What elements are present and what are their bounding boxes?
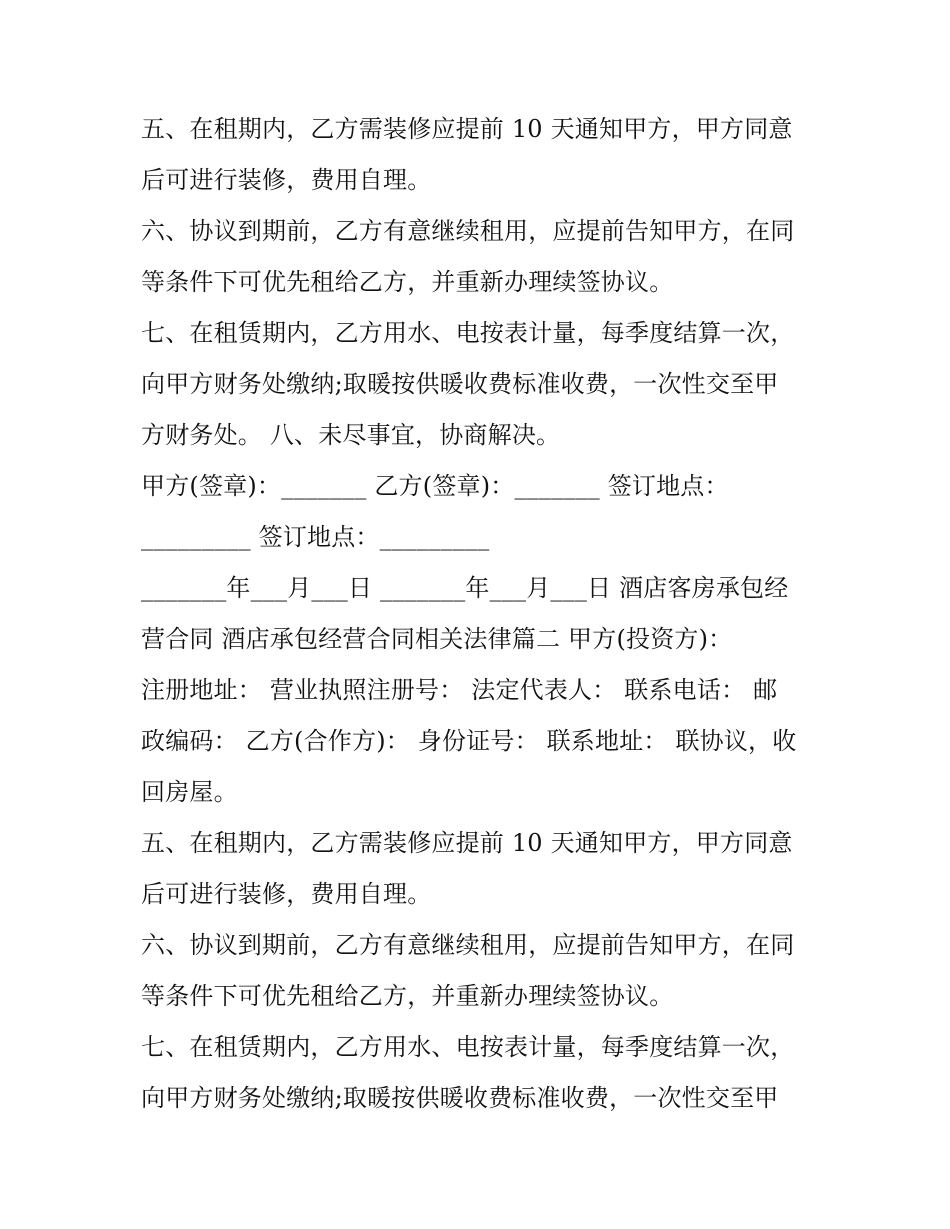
text-line: _________ 签订地点：_________ [141, 523, 490, 551]
text-line: 方财务处。 八、未尽事宜，协商解决。 [141, 421, 561, 449]
text-line: 政编码： 乙方(合作方)： 身份证号： 联系地址： 联协议，收 [141, 727, 797, 755]
text-line: _______年___月___日 _______年___月___日 酒店客房承包经 [141, 574, 789, 602]
text-line: 七、在租赁期内，乙方用水、电按表计量，每季度结算一次， [141, 319, 795, 347]
text-line: 后可进行装修，费用自理。 [141, 880, 432, 908]
text-line: 六、协议到期前，乙方有意继续租用，应提前告知甲方，在同 [141, 217, 795, 245]
text-line: 七、在租赁期内，乙方用水、电按表计量，每季度结算一次， [141, 1033, 795, 1061]
text-line: 甲方(签章)：_______ 乙方(签章)：_______ 签订地点： [141, 472, 729, 500]
text-line: 等条件下可优先租给乙方，并重新办理续签协议。 [141, 268, 674, 296]
text-line: 六、协议到期前，乙方有意继续租用，应提前告知甲方，在同 [141, 931, 795, 959]
document-body [141, 104, 821, 1124]
text-line: 回房屋。 [141, 778, 238, 806]
text-line: 等条件下可优先租给乙方，并重新办理续签协议。 [141, 982, 674, 1010]
text-line: 向甲方财务处缴纳;取暖按供暖收费标准收费，一次性交至甲 [141, 1084, 779, 1112]
text-line: 五、在租期内，乙方需装修应提前 10 天通知甲方，甲方同意 [141, 829, 793, 857]
text-line: 后可进行装修，费用自理。 [141, 166, 432, 194]
text-line: 五、在租期内，乙方需装修应提前 10 天通知甲方，甲方同意 [141, 115, 793, 143]
text-line: 注册地址： 营业执照注册号： 法定代表人： 联系电话： 邮 [141, 676, 778, 704]
text-line: 向甲方财务处缴纳;取暖按供暖收费标准收费，一次性交至甲 [141, 370, 779, 398]
text-line: 营合同 酒店承包经营合同相关法律篇二 甲方(投资方)： [141, 625, 733, 653]
